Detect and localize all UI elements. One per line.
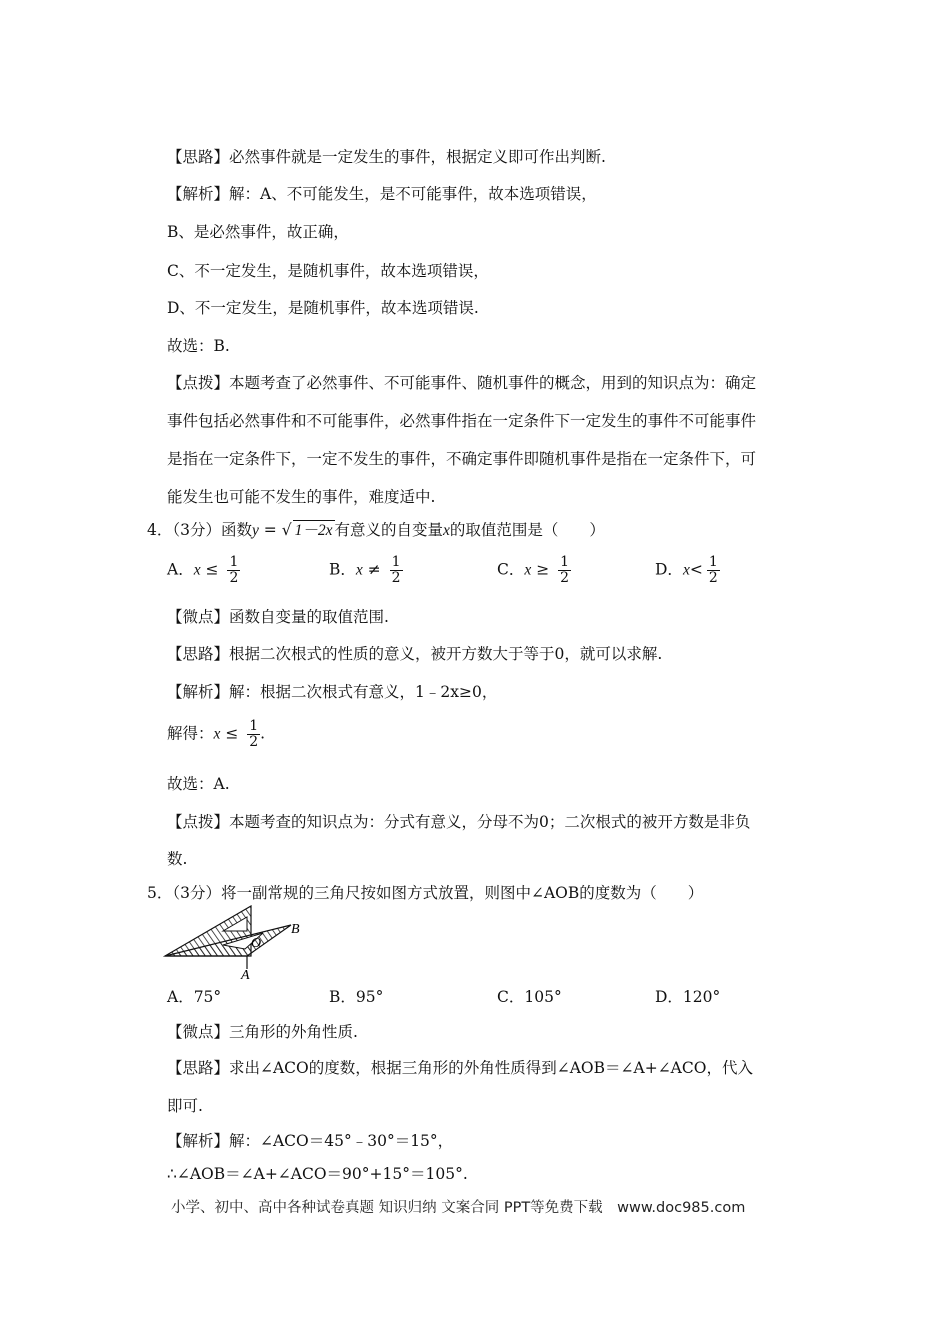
- q3-dianbo-line1: 【点拨】本题考查了必然事件、不可能事件、随机事件的概念，用到的知识点为：确定: [167, 374, 757, 392]
- q4-option-d: D．x< $\frac{1}{2}$: [655, 554, 718, 586]
- q4-eq: =: [258, 521, 282, 539]
- q4-option-c: C．x ≥ $\frac{1}{2}$: [497, 554, 570, 586]
- q4-x: x: [443, 522, 450, 539]
- q5-option-d: D．120°: [655, 988, 721, 1006]
- q3-jiexi-line4: D、不一定发生，是随机事件，故本选项错误.: [167, 299, 479, 317]
- q5-silu-line1: 【思路】求出∠ACO的度数，根据三角形的外角性质得到∠AOB＝∠A+∠ACO，代入: [167, 1059, 753, 1077]
- q5-jiexi-line1: 【解析】解：∠ACO＝45°﹣30°＝15°，: [167, 1132, 454, 1150]
- q3-jiexi-line3: C、不一定发生，是随机事件，故本选项错误，: [167, 262, 489, 280]
- label-a: A: [241, 968, 250, 981]
- q5-jiexi-line2: ∴∠AOB＝∠A+∠ACO＝90°+15°＝105°.: [167, 1165, 468, 1183]
- q4-silu: 【思路】根据二次根式的性质的意义，被开方数大于等于0，就可以求解.: [167, 645, 663, 663]
- q3-dianbo-line3: 是指在一定条件下，一定不发生的事件，不确定事件即随机事件是指在一定条件下，可: [167, 450, 757, 468]
- q4-number: 4．（3分）函数: [147, 521, 252, 539]
- footer-watermark: 小学、初中、高中各种试卷真题 知识归纳 文案合同 PPT等免费下载 www.doc985.com: [171, 1200, 746, 1216]
- q3-dianbo-line2: 事件包括必然事件和不可能事件，必然事件指在一定条件下一定发生的事件不可能事件: [167, 412, 757, 430]
- q4-dianbo-line2: 数.: [167, 850, 188, 868]
- q3-answer: 故选：B.: [167, 337, 230, 355]
- q4-stem: 4．（3分）函数y = √ 1－2x 有意义的自变量x的取值范围是（ ）: [147, 521, 605, 539]
- q4-tail: 有意义的自变量: [334, 521, 444, 539]
- q5-stem: 5．（3分）将一副常规的三角尺按如图方式放置，则图中∠AOB的度数为（ ）: [147, 884, 704, 902]
- q3-dianbo-line4: 能发生也可能不发生的事件，难度适中.: [167, 488, 436, 506]
- q5-triangle-figure: [163, 905, 313, 981]
- q3-jiexi-line2: B、是必然事件，故正确，: [167, 223, 349, 241]
- q4-jiede: 解得：x ≤ $\frac{1}{2}$ .: [167, 718, 266, 750]
- q4-tail2: 的取值范围是（ ）: [449, 521, 605, 539]
- q4-option-a: A．x ≤ $\frac{1}{2}$: [167, 554, 239, 586]
- label-o: O: [251, 936, 262, 951]
- q4-dianbo-line1: 【点拨】本题考查的知识点为：分式有意义，分母不为0；二次根式的被开方数是非负: [167, 813, 751, 831]
- q5-silu-line2: 即可.: [167, 1097, 203, 1115]
- q4-option-b: B．x ≠ $\frac{1}{2}$: [329, 554, 401, 586]
- q4-answer: 故选：A.: [167, 775, 230, 793]
- q5-weidian: 【微点】三角形的外角性质.: [167, 1023, 358, 1041]
- q4-radicand: 1－2x: [294, 522, 333, 539]
- q3-jiexi-line1: 【解析】解：A、不可能发生，是不可能事件，故本选项错误，: [167, 185, 597, 203]
- q4-weidian: 【微点】函数自变量的取值范围.: [167, 608, 389, 626]
- q5-option-c: C．105°: [497, 988, 562, 1006]
- q4-jiexi: 【解析】解：根据二次根式有意义，1﹣2x≥0，: [167, 683, 498, 701]
- q5-option-b: B．95°: [329, 988, 384, 1006]
- q4-y: y: [251, 522, 259, 539]
- label-b: B: [291, 922, 300, 937]
- q5-option-a: A．75°: [167, 988, 222, 1006]
- q3-silu: 【思路】必然事件就是一定发生的事件，根据定义即可作出判断.: [167, 148, 606, 166]
